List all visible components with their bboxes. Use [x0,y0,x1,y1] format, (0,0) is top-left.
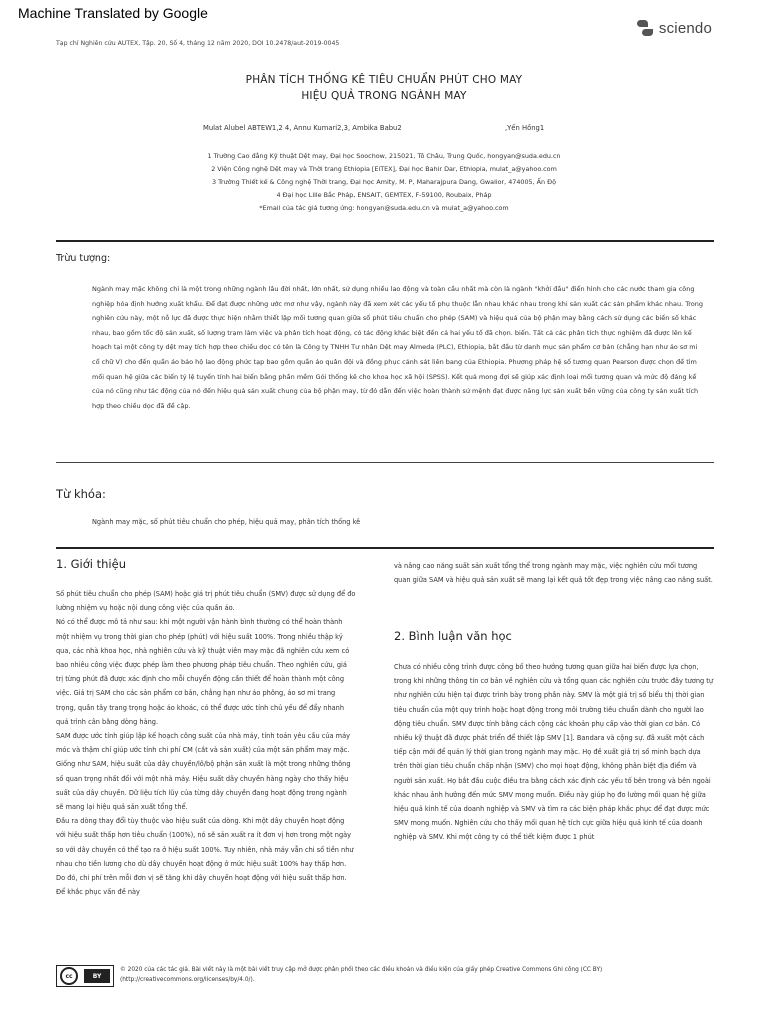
paragraph: Số phút tiêu chuẩn cho phép (SAM) hoặc giá trị phút tiêu chuẩn (SMV) được sử dụng để đo lường nhiệm vụ hoặc nội dung công việc của quần áo. [56,590,356,613]
author-list: Mulat Alubel ABTEW1,2 4, Annu Kumari2,3, Ambika Babu2 [203,124,402,132]
affiliation-3: 3 Trường Thiết kế & Công nghệ Thời trang, Đại học Amity, M. P, Maharajpura Dang, Gwalior, 474005, Ấn Độ [211,178,556,186]
cc-by-badge[interactable] [56,965,114,987]
section-2-heading: 2. Bình luận văn học [394,629,512,643]
paper-title-line-1: PHÂN TÍCH THỐNG KÊ TIÊU CHUẨN PHÚT CHO MAY [245,74,523,86]
publisher-logo[interactable] [635,18,712,38]
attribution-icon: BY [84,969,110,983]
paragraph: SAM được ước tính giúp lập kế hoạch công suất của nhà máy, tính toán yêu cầu của máy móc và thậm chí giúp ước tính chi phí CM (cắt và sản xuất) của một sản phẩm may mặc. Giống như SAM, hiệu suất của dây chuyền/lô/bộ phận sản xuất là một trong những thông số quan trọng nhất đối với một nhà máy. Hiệu suất dây chuyền hàng ngày cho thấy hiệu suất của dây chuyền. Dữ liệu tích lũy của từng dây chuyền đang hoạt động trong ngành sẽ mang lại hiệu quả sản xuất tổng thể. [56,732,351,812]
abstract-text: Ngành may mặc không chỉ là một trong những ngành lâu đời nhất, lớn nhất, sử dụng nhiều lao động và toàn cầu nhất mà còn là ngành "khởi đầu" điển hình cho các nước tham gia công nghiệp hóa định hướng xuất khẩu. Để đạt được những ước mơ như vậy, ngành này đã xem xét các yếu tố phụ thuộc lẫn nhau khác nhau trong khi sản xuất các sản phẩm khác nhau. Trong nghiên cứu này, một nỗ lực đã được thực hiện nhằm thiết lập mối tương quan giữa số phút tiêu chuẩn cho phép (SAM) và hiệu quả của bộ phận may bằng cách sử dụng các biến số khác nhau, bao gồm tốc độ sản xuất, số lượng trạm làm việc và phân tích hoạt động, có tác động khác biệt đến cả hai yếu tố đã chọn. biến. Tất cả các phân tích thực nghiệm đã được lên kế hoạch tại một công ty dệt may tích hợp theo chiều dọc có tên là Công ty TNHH Tư nhân Dệt may Almeda (PLC), Ethiopia, bắt đầu từ danh mục sản phẩm cơ bản (chẳng hạn như áo sơ mi cổ chữ V) cho đến quần áo bảo hộ lao động phức tạp bao gồm quần áo quân đội và đồng phục cảnh sát liên bang của Ethiopia. Phương pháp hệ số tương quan Pearson được chọn để tìm mối quan hệ giữa các biến tỷ lệ tuyến tính hai biến bằng phần mềm Gói thống kê cho khoa học xã hội (SPSS). Kết quả mong đợi sẽ giúp xác định loại mối tương quan và mức độ đáng kể của nó cũng như tác động của nó đến hiệu quả sản xuất chung của bộ phận may, từ đó dẫn đến việc hoàn thành sứ mệnh đạt được năng lực sản xuất bền vững của công ty sản xuất tích hợp theo chiều dọc đã đề cập. [92,285,704,410]
abstract-heading: Trừu tượng: [56,253,111,264]
paragraph: Đầu ra dòng thay đổi tùy thuộc vào hiệu suất của dòng. Khi một dây chuyền hoạt động với hiệu suất thấp hơn tiêu chuẩn (100%), nó sẽ sản xuất ra ít đơn vị hơn trong một ngày so với dây chuyền có thể tạo ra ở hiệu suất 100%. Tuy nhiên, nhà máy vẫn chi số tiền như nhau cho tiền lương cho dù dây chuyền hoạt động ở mức hiệu suất 100% hay thấp hơn. Do đó, chi phí trên mỗi đơn vị sẽ tăng khi dây chuyền hoạt động với hiệu suất thấp hơn. Để khắc phục vấn đề này [56,817,354,897]
divider [56,462,714,463]
translation-banner: Machine Translated by Google [18,5,208,21]
journal-reference: Tạp chí Nghiên cứu AUTEX, Tập. 20, Số 4, tháng 12 năm 2020, DOI 10.2478/aut-2019-0045 [56,40,340,47]
section-1-continuation: và nâng cao năng suất sản xuất tổng thể trong ngành may mặc, việc nghiên cứu mối tương quan giữa SAM và hiệu quả sản xuất sẽ mang lại kết quả tốt đẹp trong việc nâng cao năng suất. [394,562,713,585]
affiliation-1: 1 Trường Cao đẳng Kỹ thuật Dệt may, Đại học Soochow, 215021, Tô Châu, Trung Quốc, hongyan@suda.edu.cn [207,152,561,160]
divider [56,240,714,242]
section-1-heading: 1. Giới thiệu [56,557,126,571]
affiliation-2: 2 Viện Công nghệ Dệt may và Thời trang Ethiopia [EiTEX], Đại học Bahir Dar, Ethiopia, mulat_a@yahoo.com [211,165,557,173]
sciendo-logo-icon [635,18,655,38]
author-extra: ,Yến Hồng1 [505,124,545,132]
affiliation-4: 4 Đại học Lille Bắc Pháp, ENSAIT, GEMTEX, F-59100, Roubaix, Pháp [276,191,492,199]
paragraph: Nó có thể được mô tả như sau: khi một người vận hành bình thường có thể hoàn thành một nhiệm vụ trong thời gian cho phép (phút) với hiệu suất 100%. Trong nhiều thập kỷ qua, các nhà khoa học, nhà nghiên cứu và kỹ thuật viên may mặc đã nghiên cứu xem có bao nhiêu công việc được phép làm theo phương pháp tiêu chuẩn. Theo nghiên cứu, giá trị từng phút đã được xác định cho mỗi chuyển động cần thiết để hoàn thành một công việc. Giá trị SAM cho các sản phẩm cơ bản, chẳng hạn như áo phông, áo sơ mi trang trọng, quần tây trang trọng hoặc áo khoác, có thể được ước tính chủ yếu để đẩy nhanh quá trình cân bằng dòng hàng. [56,618,350,726]
divider [56,547,714,549]
section-1-body [56,587,356,899]
keywords-text: Ngành may mặc, số phút tiêu chuẩn cho phép, hiệu quả may, phân tích thống kê [92,518,361,526]
corresponding-email: *Email của tác giả tương ứng: hongyan@suda.edu.cn và mulat_a@yahoo.com [259,204,509,212]
logo-text: sciendo [658,19,712,37]
creative-commons-icon: cc [60,967,78,985]
section-2-body: Chưa có nhiều công trình được công bố theo hướng tương quan giữa hai biến được lựa chọn, trong khi những thông tin cơ bản về nghiên cứu và tổng quan các nghiên cứu trước đây tương tự như nghiên cứu hiện tại được trình bày trong phần này. SMV là một giá trị số biểu thị thời gian tiêu chuẩn của một quy trình hoặc hoạt động trong môi trường tiêu chuẩn dành cho người lao động tiêu chuẩn. SMV được tính bằng cách cộng các khoản phụ cấp vào thời gian cơ bản. Có nhiều kỹ thuật đã được phát triển để thiết lập SMV [1]. Bandara và cộng sự. đã xuất một cách tiếp cận mới để quản lý thời gian trong ngành may mặc. Họ đề xuất giá trị số minh bạch dựa trên thời gian tiêu chuẩn chấp nhận (SMV) cho mọi hoạt động, không phân biệt địa điểm và người sản xuất. Họ bắt đầu cuộc điều tra bằng cách xác định các yếu tố bên trong và bên ngoài khác nhau ảnh hưởng đến mức SMV mong muốn. Điều này giúp họ đo lường mối quan hệ giữa hiệu quả kinh tế của doanh nghiệp và SMV và tìm ra các biện pháp khắc phục để đạt được mức SMV mong muốn. Nghiên cứu cho thấy mối quan hệ tích cực giữa hiệu quả kinh tế của doanh nghiệp và SMV. Khi một công ty có thể tiết kiệm được 1 phút [394,663,714,842]
license-text: © 2020 của các tác giả. Bài viết này là một bài viết truy cập mở được phân phối theo các điều khoản và điều kiện của giấy phép Creative Commons Ghi công (CC BY) (http://creativecommons.org/licenses/by/4.0/). [120,967,603,983]
keywords-heading: Từ khóa: [56,487,106,501]
paper-title-line-2: HIỆU QUẢ TRONG NGÀNH MAY [301,90,467,102]
